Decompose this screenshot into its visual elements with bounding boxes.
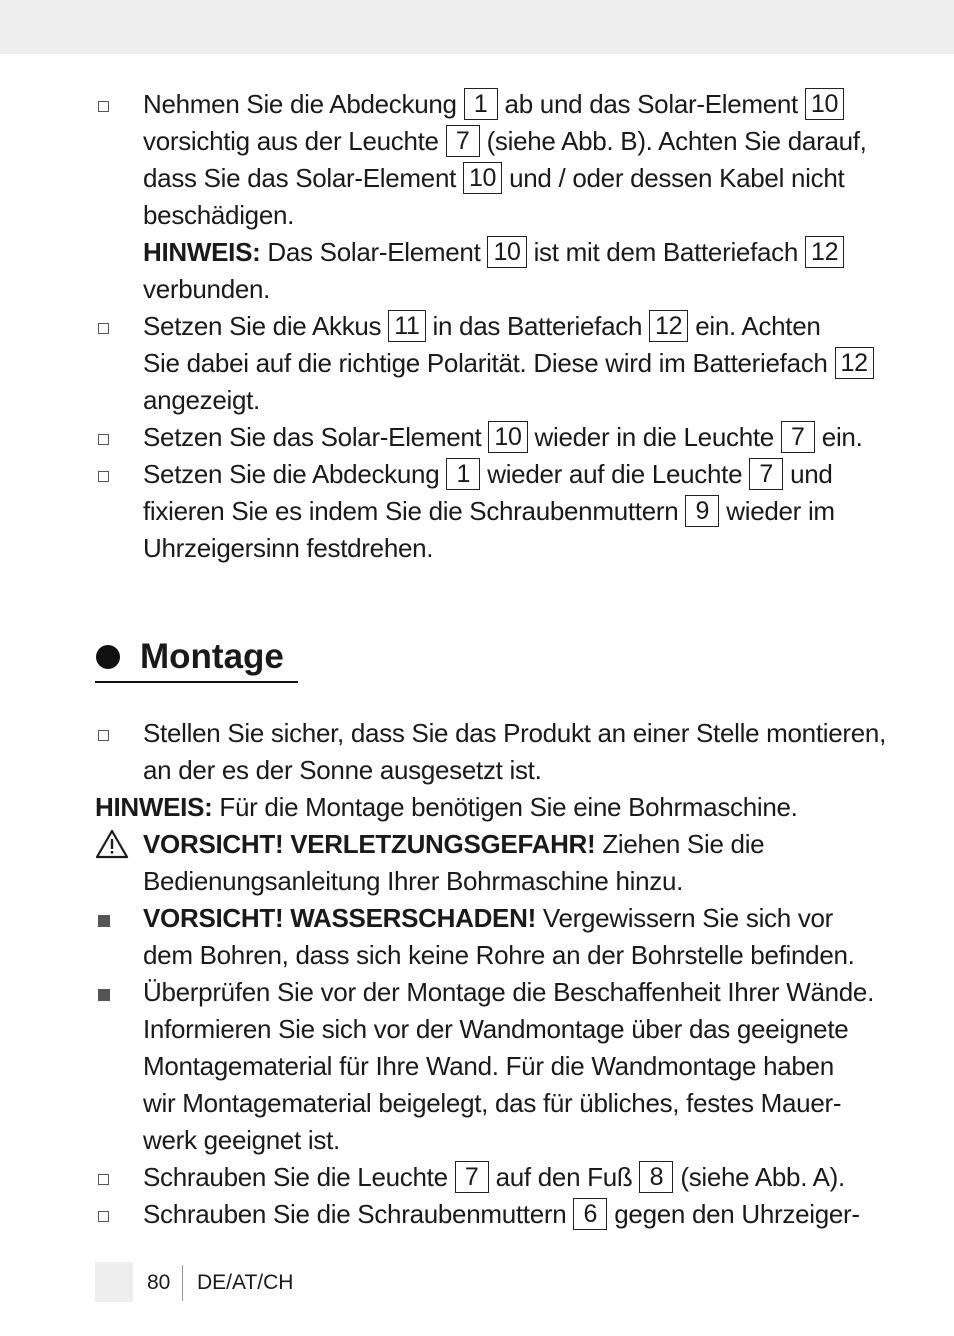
- section-bullet-icon: [96, 645, 120, 669]
- text: Für die Montage benötigen Sie eine Bohrmaschine.: [212, 792, 798, 822]
- text: gegen den Uhrzeiger-: [607, 1199, 860, 1229]
- part-ref-number: 10: [488, 421, 527, 453]
- text: werk geeignet ist.: [143, 1125, 340, 1155]
- text: Ziehen Sie die: [595, 829, 765, 859]
- page-number: 80: [147, 1271, 171, 1294]
- part-ref-number: 10: [805, 88, 844, 120]
- text: auf den Fuß: [488, 1162, 640, 1192]
- text: Informieren Sie sich vor der Wandmontage über das geeignete: [143, 1014, 849, 1044]
- part-ref-number: 11: [388, 310, 425, 342]
- text-line: [143, 197, 294, 234]
- part-ref-number: 1: [464, 88, 498, 120]
- checkbox-bullet-icon: [98, 1174, 109, 1185]
- warning-triangle-icon: [95, 829, 129, 859]
- text-line: [143, 1196, 860, 1233]
- text-line: [143, 123, 867, 160]
- part-ref-number: 7: [446, 125, 480, 157]
- checkbox-bullet-icon: [98, 730, 109, 741]
- checkbox-bullet-icon: [98, 434, 109, 445]
- text: Setzen Sie das Solar-Element: [143, 422, 489, 452]
- checkbox-bullet-icon: [98, 323, 109, 334]
- text: (siehe Abb. A).: [673, 1162, 845, 1192]
- text-line: [143, 86, 844, 123]
- text-line: [143, 863, 683, 900]
- text: (siehe Abb. B). Achten Sie darauf,: [479, 126, 867, 156]
- text: wieder im: [719, 496, 835, 526]
- text-line: [143, 493, 835, 530]
- part-ref-number: 12: [805, 236, 844, 268]
- text: Sie dabei auf die richtige Polarität. Diese wird im Batteriefach: [143, 348, 835, 378]
- text-line: [95, 789, 798, 826]
- text-line: [143, 419, 863, 456]
- text: und / oder dessen Kabel nicht: [502, 163, 845, 193]
- text: beschädigen.: [143, 200, 295, 230]
- text-line: [143, 1122, 340, 1159]
- text-line: [143, 715, 886, 752]
- text: Schrauben Sie die Leuchte: [143, 1162, 455, 1192]
- square-bullet-icon: [98, 915, 110, 927]
- checkbox-bullet-icon: [98, 101, 109, 112]
- text: fixieren Sie es indem Sie die Schraubenmuttern: [143, 496, 686, 526]
- part-ref-number: 8: [639, 1161, 673, 1193]
- note-label: HINWEIS:: [95, 792, 213, 822]
- text-line: [143, 1085, 841, 1122]
- note-label: HINWEIS:: [143, 237, 261, 267]
- text-line: [143, 271, 270, 308]
- part-ref-number: 7: [781, 421, 815, 453]
- text: Nehmen Sie die Abdeckung: [143, 89, 464, 119]
- text: Setzen Sie die Akkus: [143, 311, 389, 341]
- text-line: [143, 530, 433, 567]
- warning-label: VORSICHT! VERLETZUNGSGEFAHR!: [143, 829, 596, 859]
- text: dass Sie das Solar-Element: [143, 163, 463, 193]
- text-line: [143, 1159, 845, 1196]
- section-title: Montage: [140, 637, 284, 676]
- text: an der es der Sonne ausgesetzt ist.: [143, 755, 542, 785]
- part-ref-number: 7: [455, 1161, 489, 1193]
- text: ein. Achten: [688, 311, 821, 341]
- footer-locale: DE/AT/CH: [197, 1271, 294, 1294]
- header-band: [0, 0, 954, 54]
- text: ab und das Solar-Element: [497, 89, 805, 119]
- text: wir Montagematerial beigelegt, das für übliches, festes Mauer-: [143, 1088, 842, 1118]
- text: Überprüfen Sie vor der Montage die Beschaffenheit Ihrer Wände.: [143, 977, 875, 1007]
- part-ref-number: 1: [446, 458, 480, 490]
- text: wieder in die Leuchte: [527, 422, 781, 452]
- text-line: [143, 1048, 834, 1085]
- text: angezeigt.: [143, 385, 260, 415]
- text: dem Bohren, dass sich keine Rohre an der Bohrstelle befinden.: [143, 940, 855, 970]
- text: Vergewissern Sie sich vor: [535, 903, 834, 933]
- text-line: [143, 826, 764, 863]
- text: Uhrzeigersinn festdrehen.: [143, 533, 434, 563]
- text: Bedienungsanleitung Ihrer Bohrmaschine hinzu.: [143, 866, 684, 896]
- warning-label: VORSICHT! WASSERSCHADEN!: [143, 903, 536, 933]
- part-ref-number: 6: [573, 1198, 607, 1230]
- part-ref-number: 12: [835, 347, 874, 379]
- text-line: [143, 456, 833, 493]
- text-line: [143, 345, 874, 382]
- text: ein.: [814, 422, 863, 452]
- text-line: [143, 752, 542, 789]
- text: vorsichtig aus der Leuchte: [143, 126, 446, 156]
- text-line: [143, 1011, 848, 1048]
- part-ref-number: 10: [463, 162, 502, 194]
- checkbox-bullet-icon: [98, 1211, 109, 1222]
- text: Das Solar-Element: [260, 237, 488, 267]
- text: wieder auf die Leuchte: [480, 459, 750, 489]
- text: Setzen Sie die Abdeckung: [143, 459, 447, 489]
- text-line: [143, 234, 844, 271]
- text: ist mit dem Batteriefach: [526, 237, 805, 267]
- text-line: [143, 160, 844, 197]
- part-ref-number: 10: [487, 236, 526, 268]
- text: und: [783, 459, 833, 489]
- square-bullet-icon: [98, 989, 110, 1001]
- text: verbunden.: [143, 274, 271, 304]
- text: Montagematerial für Ihre Wand. Für die Wandmontage haben: [143, 1051, 834, 1081]
- text-line: [143, 382, 260, 419]
- text-line: [143, 900, 833, 937]
- text: Schrauben Sie die Schraubenmuttern: [143, 1199, 574, 1229]
- part-ref-number: 7: [749, 458, 783, 490]
- footer-tab: [95, 1262, 133, 1302]
- part-ref-number: 12: [649, 310, 688, 342]
- text-line: [143, 937, 855, 974]
- text: Stellen Sie sicher, dass Sie das Produkt an einer Stelle montieren,: [143, 718, 886, 748]
- text-line: [143, 308, 821, 345]
- checkbox-bullet-icon: [98, 471, 109, 482]
- text-line: [143, 974, 874, 1011]
- text: in das Batteriefach: [425, 311, 650, 341]
- section-underline: [95, 681, 298, 683]
- footer-divider: [182, 1265, 183, 1301]
- part-ref-number: 9: [685, 495, 719, 527]
